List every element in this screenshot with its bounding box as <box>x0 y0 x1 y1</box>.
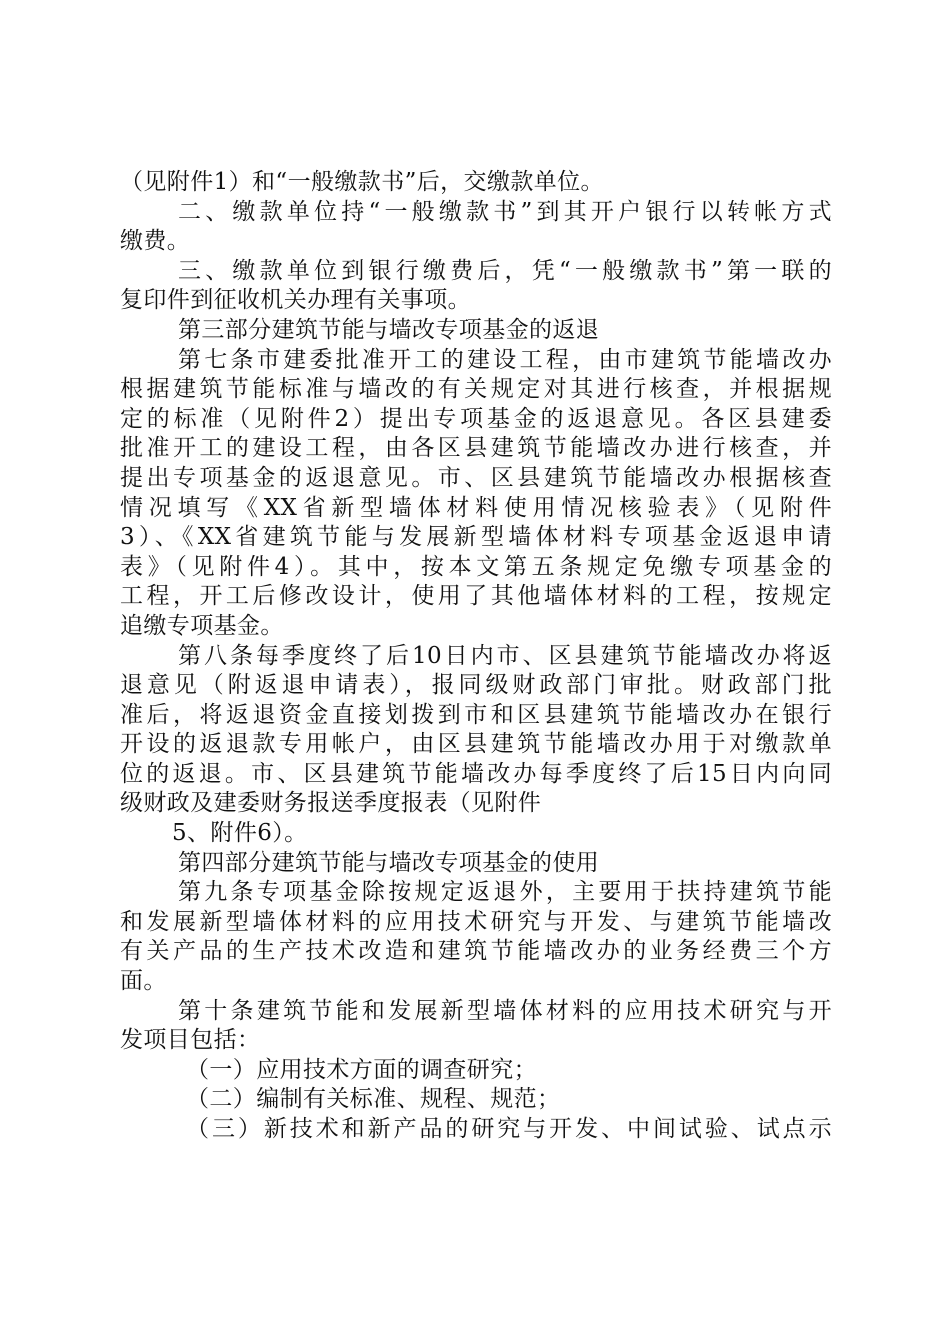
text-line: 开设的返退款专用帐户，由区县建筑节能墙改办用于对缴款单 <box>120 731 832 758</box>
text-line: 3）、《XX省建筑节能与发展新型墙体材料专项基金返退申请 <box>120 524 832 551</box>
text-line: 表》（见附件4）。其中，按本文第五条规定免缴专项基金的 <box>120 553 832 580</box>
list-item: （一）应用技术方面的调查研究； <box>186 1056 537 1083</box>
text-line: 三、缴款单位到银行缴费后，凭“一般缴款书”第一联的 <box>178 257 832 284</box>
section-heading: 第三部分建筑节能与墙改专项基金的返退 <box>178 316 600 343</box>
text-line: 第八条每季度终了后10日内市、区县建筑节能墙改办将返 <box>178 642 832 669</box>
text-line: 情况填写《XX省新型墙体材料使用情况核验表》（见附件 <box>120 494 832 521</box>
text-line: 5、附件6）。 <box>172 820 308 847</box>
text-line: 复印件到征收机关办理有关事项。 <box>120 287 471 314</box>
text-line: 缴费。 <box>120 228 191 255</box>
text-line: 有关产品的生产技术改造和建筑节能墙改办的业务经费三个方 <box>120 938 832 965</box>
text-line: 提出专项基金的返退意见。市、区县建筑节能墙改办根据核查 <box>120 464 832 491</box>
text-line: 退意见（附返退申请表），报同级财政部门审批。财政部门批 <box>120 672 832 699</box>
text-line: 位的返退。市、区县建筑节能墙改办每季度终了后15日内向同 <box>120 760 832 787</box>
text-line: 根据建筑节能标准与墙改的有关规定对其进行核查，并根据规 <box>120 376 832 403</box>
list-item: （二）编制有关标准、规程、规范； <box>186 1086 561 1113</box>
text-line: 准后，将返退资金直接划拨到市和区县建筑节能墙改办在银行 <box>120 701 832 728</box>
text-line: 级财政及建委财务报送季度报表（见附件 <box>120 790 542 817</box>
text-line: 发项目包括： <box>120 1027 261 1054</box>
text-line: 第九条专项基金除按规定返退外，主要用于扶持建筑节能 <box>178 879 832 906</box>
text-line: 二、缴款单位持“一般缴款书”到其开户银行以转帐方式 <box>178 198 832 225</box>
list-item: （三）新技术和新产品的研究与开发、中间试验、试点示 <box>186 1116 832 1142</box>
text-line: 工程，开工后修改设计，使用了其他墙体材料的工程，按规定 <box>120 583 832 610</box>
text-line: 和发展新型墙体材料的应用技术研究与开发、与建筑节能墙改 <box>120 908 832 935</box>
text-line: （见附件1）和“一般缴款书”后，交缴款单位。 <box>120 169 604 195</box>
document-page <box>120 168 832 1145</box>
text-line: 批准开工的建设工程，由各区县建筑节能墙改办进行核查，并 <box>120 435 832 462</box>
text-line: 第十条建筑节能和发展新型墙体材料的应用技术研究与开 <box>178 997 832 1024</box>
text-line: 第七条市建委批准开工的建设工程，由市建筑节能墙改办 <box>178 346 832 373</box>
text-line: 追缴专项基金。 <box>120 612 284 639</box>
text-line: 定的标准（见附件2）提出专项基金的返退意见。各区县建委 <box>120 405 832 432</box>
section-heading: 第四部分建筑节能与墙改专项基金的使用 <box>178 849 600 876</box>
text-line: 面。 <box>120 968 167 995</box>
